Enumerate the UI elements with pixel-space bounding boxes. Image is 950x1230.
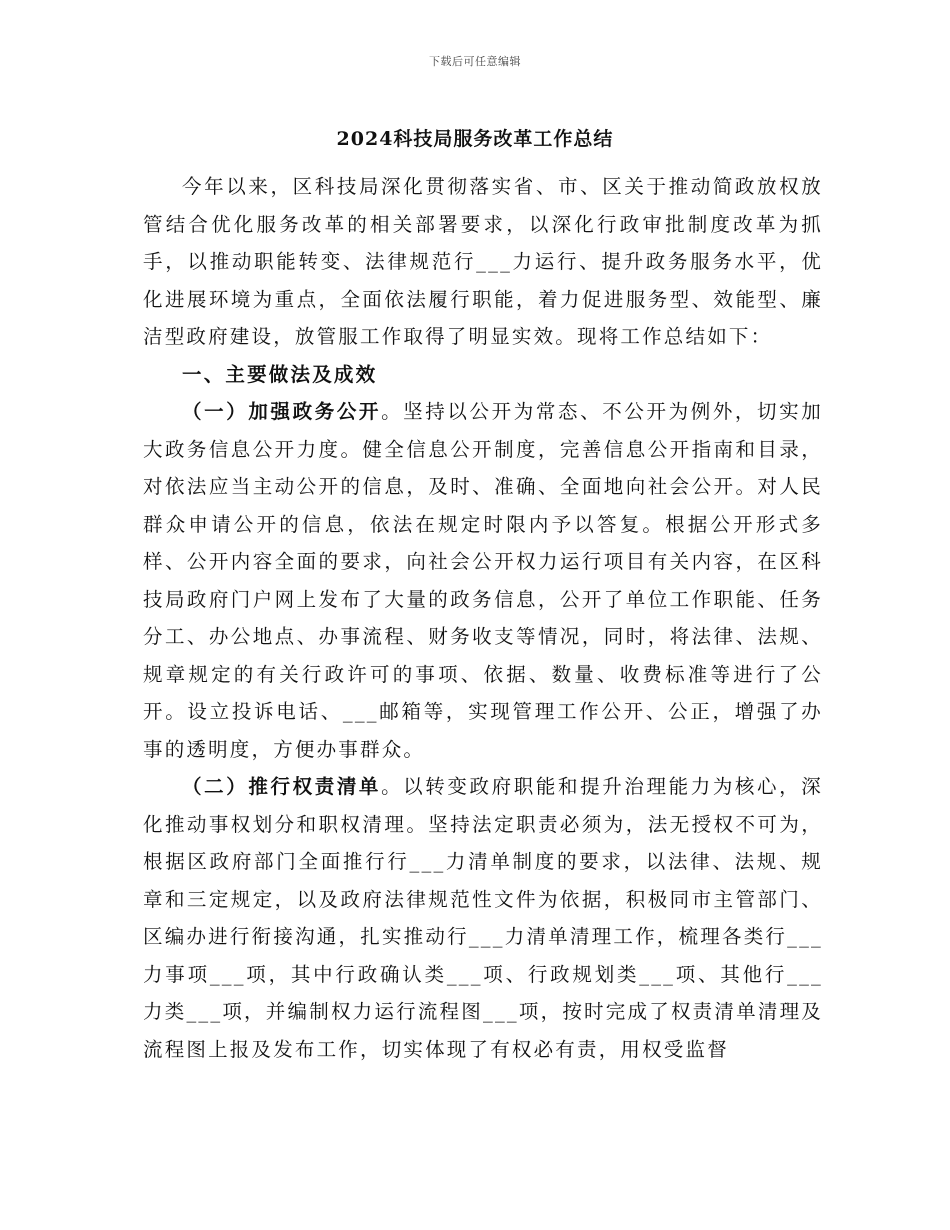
item-lead-title: （二）推行权责清单: [182, 775, 382, 798]
item-body-text: 。坚持以公开为常态、不公开为例外，切实加大政务信息公开力度。健全信息公开制度，完善信息公开指南和目录，对依法应当主动公开的信息，及时、准确、全面地向社会公开。对人民群众申请公开的信息，依法在规定时限内予以答复。根据公开形式多样、公开内容全面的要求，向社会公开权力运行项目有关内容，在区科技局政府门户网上发布了大量的政务信息，公开了单位工作职能、任务分工、办公地点、办事流程、财务收支等情况，同时，将法律、法规、规章规定的有关行政许可的事项、依据、数量、收费标准等进行了公开。设立投诉电话、___邮箱等，实现管理工作公开、公正，增强了办事的透明度，方便办事群众。: [143, 400, 823, 761]
item-paragraph-government-affairs-openness: [143, 393, 823, 768]
document-body: [143, 168, 823, 1068]
intro-paragraph: 今年以来，区科技局深化贯彻落实省、市、区关于推动简政放权放管结合优化服务改革的相关部署要求，以深化行政审批制度改革为抓手，以推动职能转变、法律规范行___力运行、提升政务服务水平，优化进展环境为重点，全面依法履行职能，着力促进服务型、效能型、廉洁型政府建设，放管服工作取得了明显实效。现将工作总结如下：: [143, 175, 823, 348]
item-paragraph-power-responsibility-list: [143, 768, 823, 1068]
section-heading-main-practices: 一、主要做法及成效: [182, 362, 378, 386]
page-header-note: 下载后可任意编辑: [429, 55, 521, 68]
item-lead-title: （一）加强政务公开: [182, 400, 382, 423]
item-body-text: 。以转变政府职能和提升治理能力为核心，深化推动事权划分和职权清理。坚持法定职责必须为，法无授权不可为，根据区政府部门全面推行行___力清单制度的要求，以法律、法规、规章和三定规定，以及政府法律规范性文件为依据，积极同市主管部门、区编办进行衔接沟通，扎实推动行___力清单清理工作，梳理各类行___力事项___项，其中行政确认类___项、行政规划类___项、其他行___力类___项，并编制权力运行流程图___项，按时完成了权责清单清理及流程图上报及发布工作，切实体现了有权必有责，用权受监督: [143, 775, 823, 1061]
document-title: 2024科技局服务改革工作总结: [336, 128, 614, 150]
